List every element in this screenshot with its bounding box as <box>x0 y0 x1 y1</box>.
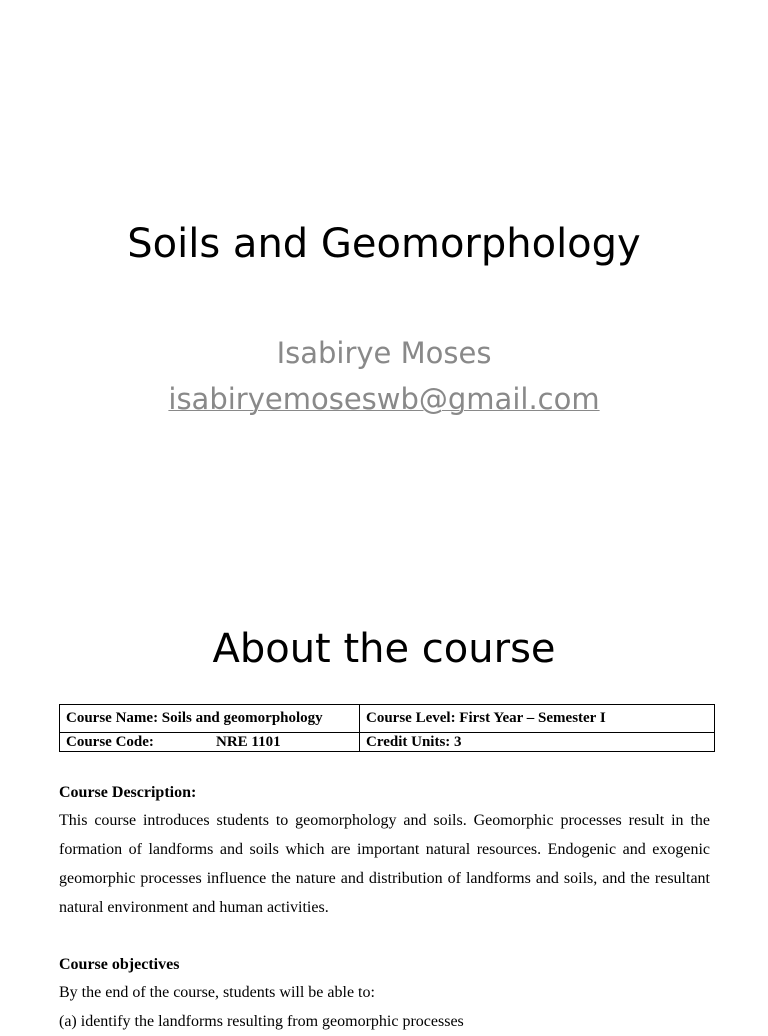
credit-units-cell: Credit Units: 3 <box>360 733 715 752</box>
course-info-table <box>59 704 715 752</box>
table-row <box>60 705 715 733</box>
about-heading: About the course <box>212 626 556 672</box>
author-email-line <box>0 380 768 418</box>
author-name: Isabirye Moses <box>276 336 492 370</box>
author-email-link[interactable]: isabiryemoseswb@gmail.com <box>168 382 600 416</box>
course-name-cell: Course Name: Soils and geomorphology <box>60 705 360 733</box>
table-row <box>60 733 715 752</box>
course-description-heading: Course Description: <box>59 784 197 801</box>
course-objective-item: (a) identify the landforms resulting from geomorphic processes <box>59 1013 464 1030</box>
course-description-body: This course introduces students to geomorphology and soils. Geomorphic processes result in the formation of landforms and soils which are important natural resources. Endogenic and exogenic geomorphic processes influence the nature and distribution of landforms and soils, and the resultant natural environment and human activities. <box>59 812 710 916</box>
course-objectives-intro: By the end of the course, students will be able to: <box>59 984 375 1001</box>
document-title: Soils and Geomorphology <box>127 221 641 267</box>
course-level-cell: Course Level: First Year – Semester I <box>360 705 715 733</box>
course-objectives-heading: Course objectives <box>59 956 180 973</box>
course-code-value: NRE 1101 <box>216 733 281 750</box>
course-code-label: Course Code: <box>66 733 154 750</box>
course-code-cell <box>60 733 360 752</box>
